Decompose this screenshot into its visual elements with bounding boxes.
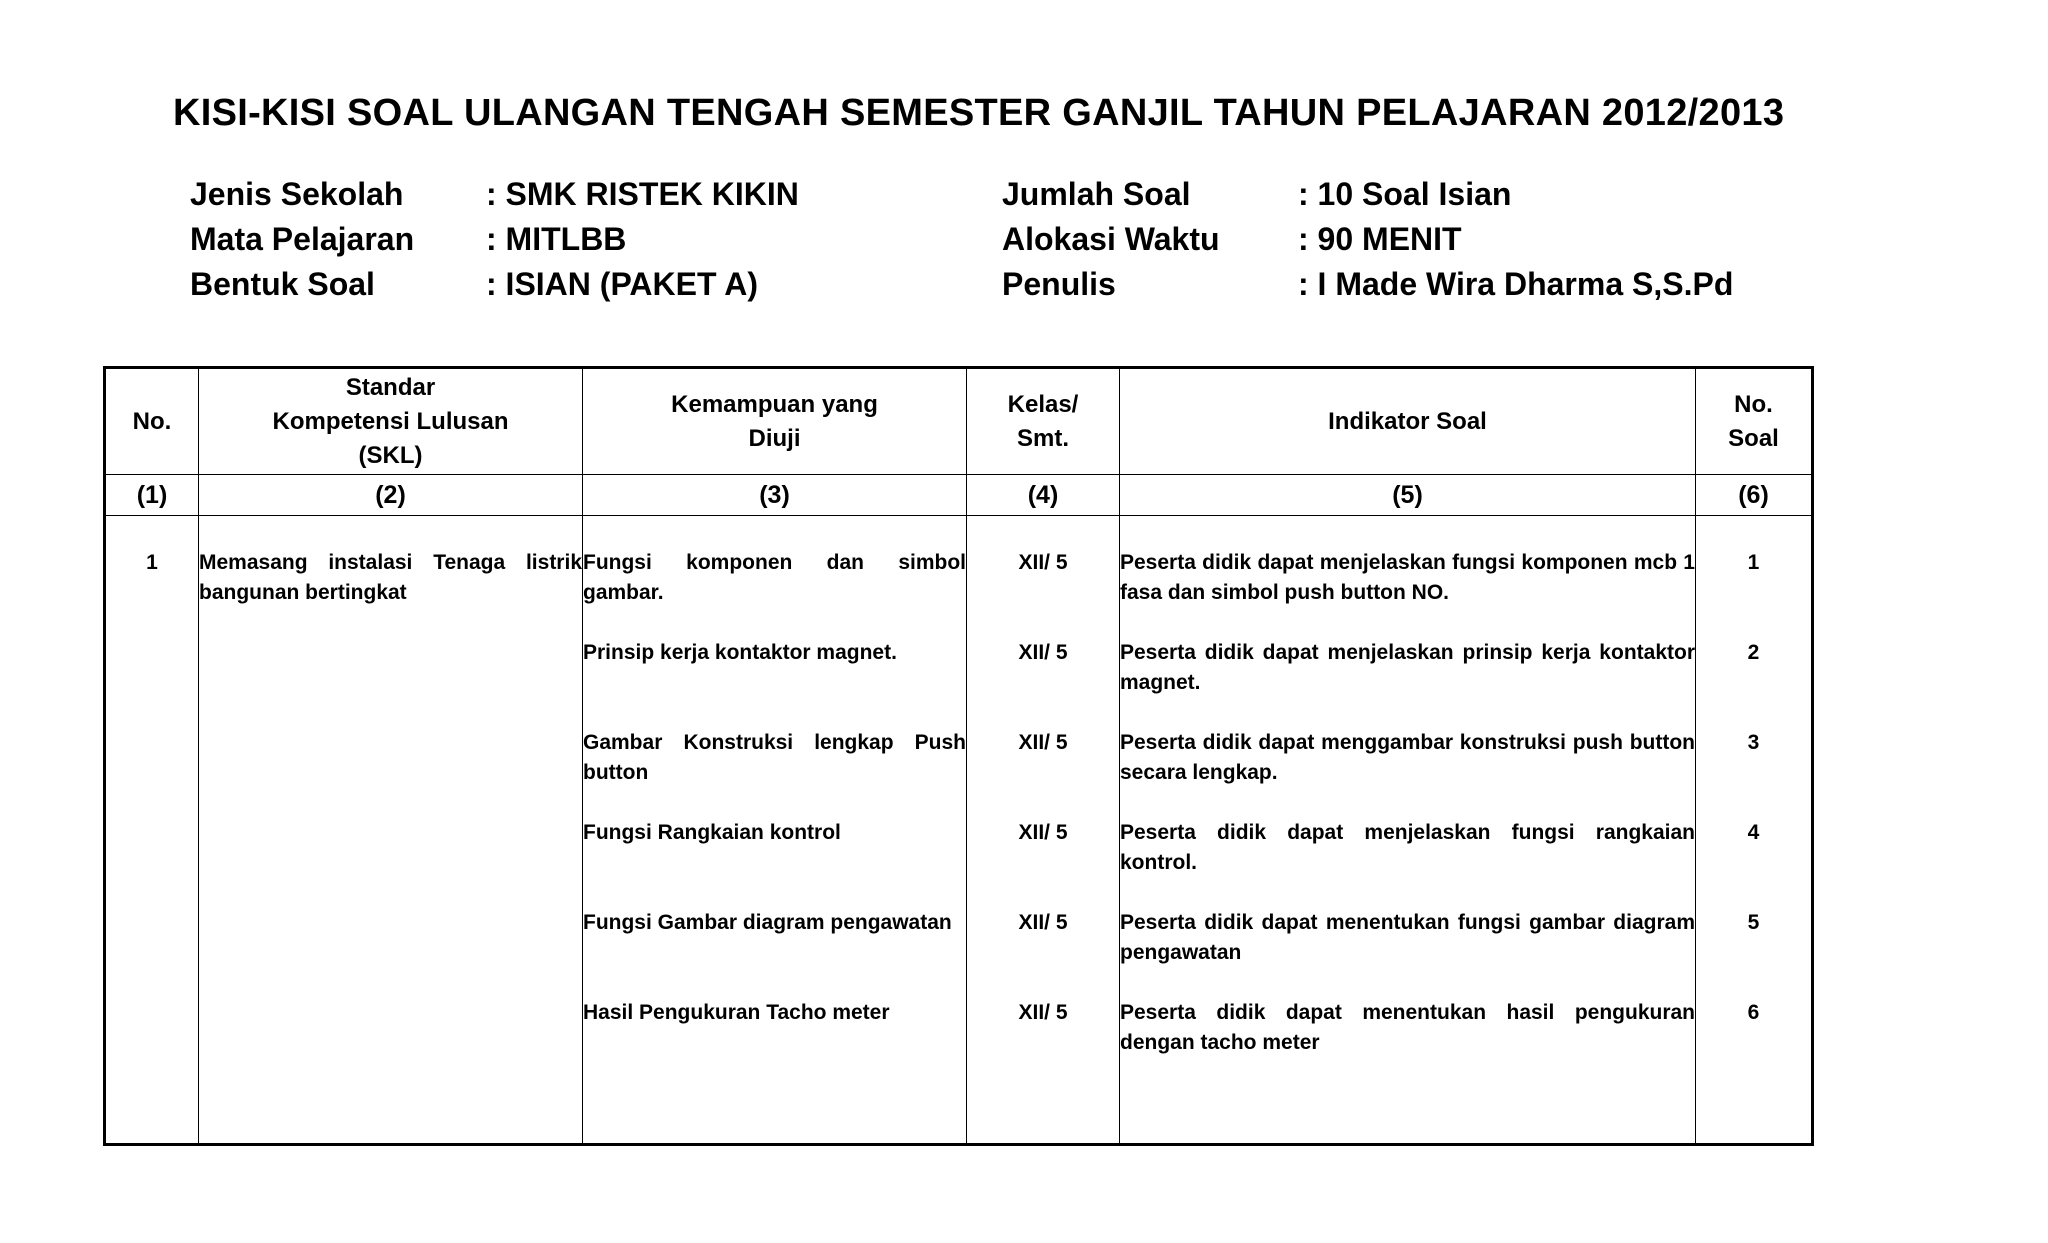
cell-indikator [1120,516,1696,1145]
no-soal-entry: 4 [1747,821,1760,844]
cell-kemampuan [583,516,967,1145]
info-value: : I Made Wira Dharma S,S.Pd [1298,266,1734,302]
header-skl-line: (SKL) [358,441,423,469]
page-title: KISI-KISI SOAL ULANGAN TENGAH SEMESTER GANJIL TAHUN PELAJARAN 2012/2013 [173,92,1785,134]
indikator-entry: Peserta didik dapat menggambar konstruksi push button secara lengkap. [1120,731,1695,784]
info-label: Bentuk Soal [190,266,375,302]
kemampuan-entry: Hasil Pengukuran Tacho meter [583,1001,890,1024]
header-no-soal [1696,368,1813,475]
kemampuan-entry: Gambar Konstruksi lengkap Push button [583,731,966,784]
row-number: 1 [146,551,158,574]
column-number: (6) [1696,475,1813,516]
indikator-entry: Peserta didik dapat menentukan fungsi gambar diagram pengawatan [1120,911,1695,964]
header-kelas [967,368,1120,475]
column-number-row [105,475,1813,516]
header-no-soal-line: No. [1734,390,1773,418]
info-label: Alokasi Waktu [1002,221,1220,257]
info-value: : SMK RISTEK KIKIN [486,176,799,212]
header-skl [199,368,583,475]
header-kemampuan-line: Kemampuan yang [671,390,878,418]
header-no-label: No. [132,407,172,435]
column-number: (5) [1120,475,1696,516]
indikator-entry: Peserta didik dapat menjelaskan fungsi rangkaian kontrol. [1120,821,1695,874]
column-number: (2) [199,475,583,516]
column-number: (1) [105,475,199,516]
cell-no-soal [1696,516,1813,1145]
column-number: (3) [583,475,967,516]
info-row-alokasi-waktu [1002,217,1733,262]
indikator-entry: Peserta didik dapat menjelaskan prinsip kerja kontaktor magnet. [1120,641,1695,694]
no-soal-entry: 2 [1747,641,1760,664]
kemampuan-entry: Prinsip kerja kontaktor magnet. [583,641,897,664]
header-skl-line: Standar [345,373,436,401]
skl-text: Memasang instalasi Tenaga listrik bangunan bertingkat [199,551,582,604]
info-row-jenis-sekolah [190,172,799,217]
cell-no [105,516,199,1145]
cell-skl [199,516,583,1145]
kelas-entry: XII/ 5 [1018,1001,1068,1024]
info-value: : 10 Soal Isian [1298,176,1512,212]
header-indikator-label: Indikator Soal [1328,407,1487,435]
kelas-entry: XII/ 5 [1018,911,1068,934]
header-kemampuan-line: Diuji [748,424,801,452]
info-label: Penulis [1002,266,1116,302]
kelas-entry: XII/ 5 [1018,551,1068,574]
info-row-jumlah-soal [1002,172,1733,217]
info-value: : MITLBB [486,221,627,257]
header-no-soal-line: Soal [1728,424,1779,452]
no-soal-entry: 1 [1747,551,1760,574]
info-label: Jenis Sekolah [190,176,404,212]
info-value: : ISIAN (PAKET A) [486,266,758,302]
info-value: : 90 MENIT [1298,221,1462,257]
header-indikator [1120,368,1696,475]
indikator-entry: Peserta didik dapat menentukan hasil pengukuran dengan tacho meter [1120,1001,1695,1054]
info-label: Mata Pelajaran [190,221,415,257]
no-soal-entry: 6 [1747,1001,1760,1024]
info-row-penulis [1002,262,1733,307]
info-row-mata-pelajaran [190,217,799,262]
info-label: Jumlah Soal [1002,176,1191,212]
info-row-bentuk-soal [190,262,799,307]
school-info-right [1002,172,1733,307]
kelas-entry: XII/ 5 [1018,641,1068,664]
school-info-left [190,172,799,307]
header-kelas-line: Smt. [1016,424,1069,452]
kelas-entry: XII/ 5 [1018,731,1068,754]
kemampuan-entry: Fungsi Gambar diagram pengawatan [583,911,952,934]
column-number: (4) [967,475,1120,516]
table-header-row [105,368,1813,475]
cell-kelas [967,516,1120,1145]
indikator-entry: Peserta didik dapat menjelaskan fungsi komponen mcb 1 fasa dan simbol push button NO. [1120,551,1695,604]
kemampuan-entry: Fungsi komponen dan simbol gambar. [583,551,966,604]
kemampuan-entry: Fungsi Rangkaian kontrol [583,821,841,844]
no-soal-entry: 5 [1747,911,1760,934]
table-row [105,516,1813,1145]
header-kemampuan [583,368,967,475]
kelas-entry: XII/ 5 [1018,821,1068,844]
header-kelas-line: Kelas/ [1007,390,1079,418]
no-soal-entry: 3 [1747,731,1760,754]
header-no [105,368,199,475]
kisi-kisi-table [103,366,1814,1146]
header-skl-line: Kompetensi Lulusan [272,407,509,435]
